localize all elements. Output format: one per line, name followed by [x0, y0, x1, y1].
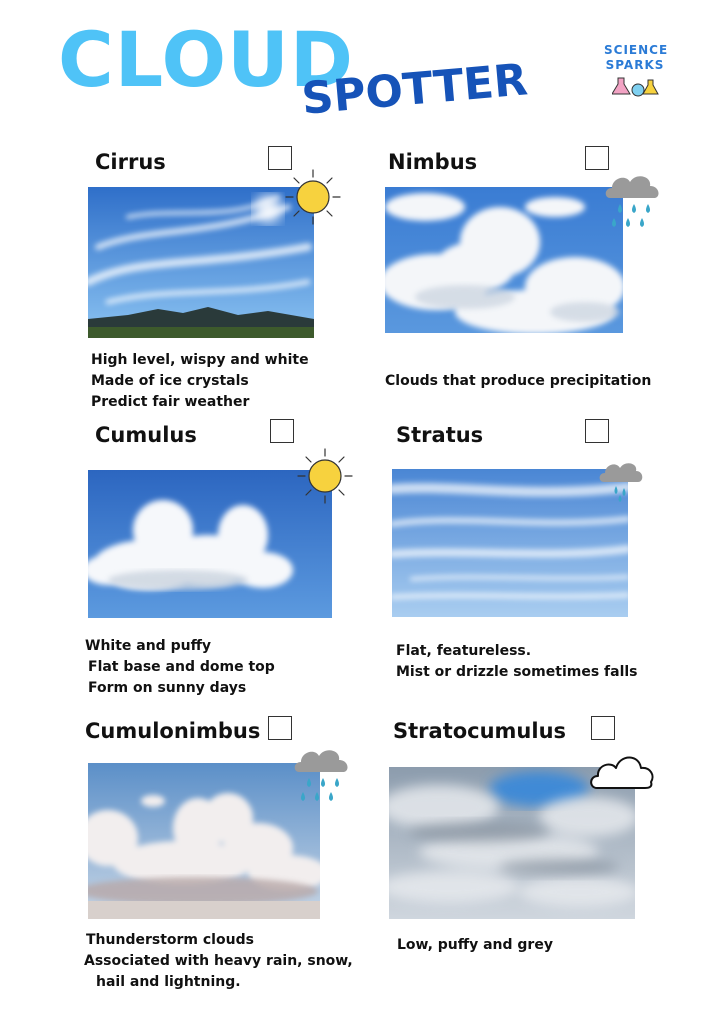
page-subtitle: SPOTTER [299, 54, 530, 125]
logo-text-line2: SPARKS [605, 58, 665, 72]
description-line: Associated with heavy rain, snow, [84, 953, 353, 969]
description-cumulonimbus [86, 930, 353, 993]
card-title-cirrus: Cirrus [95, 150, 166, 174]
checkbox-cumulus[interactable] [270, 419, 294, 443]
description-line: High level, wispy and white [91, 352, 309, 368]
checkbox-nimbus[interactable] [585, 146, 609, 170]
description-line: Made of ice crystals [91, 373, 249, 389]
description-line: hail and lightning. [96, 974, 241, 990]
description-nimbus [385, 371, 651, 392]
checkbox-stratocumulus[interactable] [591, 716, 615, 740]
sun-icon [296, 447, 354, 505]
description-line: Form on sunny days [88, 680, 247, 696]
logo-text-line1: SCIENCE [604, 43, 669, 57]
description-line: Low, puffy and grey [397, 937, 553, 953]
checkbox-cumulonimbus[interactable] [268, 716, 292, 740]
card-title-cumulonimbus: Cumulonimbus [85, 719, 261, 743]
cloud-outline-icon [587, 748, 657, 794]
card-title-stratocumulus: Stratocumulus [393, 719, 567, 743]
checkbox-stratus[interactable] [585, 419, 609, 443]
description-line: Clouds that produce precipitation [385, 373, 652, 389]
science-sparks-logo [604, 42, 669, 102]
description-stratocumulus [397, 935, 553, 956]
description-line: Predict fair weather [91, 394, 250, 410]
drizzle-cloud-icon [598, 458, 644, 504]
description-cumulus [85, 636, 275, 699]
sun-icon [284, 168, 342, 226]
card-title-nimbus: Nimbus [388, 150, 478, 174]
flask-icon [612, 76, 660, 98]
photo-cirrus [88, 187, 314, 338]
rain-cloud-icon [293, 744, 351, 808]
description-line: Flat, featureless. [396, 643, 532, 659]
description-line: Mist or drizzle sometimes falls [396, 664, 638, 680]
rain-cloud-icon [604, 170, 662, 234]
page-title: CLOUD [58, 15, 354, 104]
card-title-cumulus: Cumulus [95, 423, 197, 447]
description-cirrus [91, 350, 309, 413]
checkbox-cirrus[interactable] [268, 146, 292, 170]
description-stratus [396, 641, 638, 683]
description-line: White and puffy [85, 638, 212, 654]
card-title-stratus: Stratus [396, 423, 484, 447]
photo-stratus [392, 469, 628, 617]
photo-nimbus [385, 187, 623, 333]
description-line: Flat base and dome top [88, 659, 275, 675]
photo-cumulonimbus [88, 763, 320, 919]
description-line: Thunderstorm clouds [86, 932, 254, 948]
